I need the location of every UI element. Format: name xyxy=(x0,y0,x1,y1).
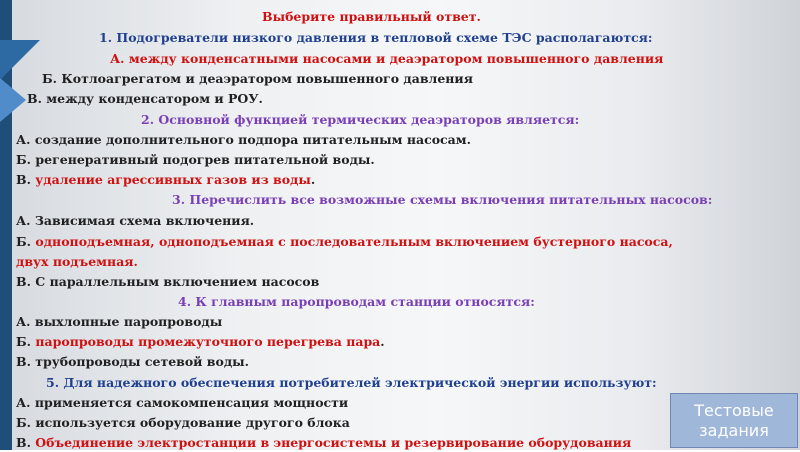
q3-answer-b-continued: двух подъемная. xyxy=(16,254,138,269)
q2-answer-b: Б. регенеративный подогрев питательной воды. xyxy=(16,152,375,167)
slide-title: Выберите правильный ответ. xyxy=(262,9,481,24)
decorative-triangle xyxy=(0,40,40,80)
q3-answer-a: А. Зависимая схема включения. xyxy=(16,213,255,228)
q3-answer-b: Б. одноподъемная, одноподъемная с последовательным включением бустерного насоса, xyxy=(16,234,673,249)
question-4: 4. К главным паропроводам станции относятся: xyxy=(178,294,535,309)
q4-answer-c: В. трубопроводы сетевой воды. xyxy=(16,354,250,369)
question-2: 2. Основной функцией термических деаэраторов является: xyxy=(141,112,580,127)
badge-line-2: задания xyxy=(699,420,769,440)
q1-answer-a: А. между конденсатными насосами и деаэратором повышенного давления xyxy=(110,51,664,66)
question-5: 5. Для надежного обеспечения потребителей электрической энергии используют: xyxy=(46,375,657,390)
q1-answer-b: Б. Котлоагрегатом и деаэратором повышенного давления xyxy=(42,71,473,86)
q2-answer-a: А. создание дополнительного подпора питательным насосам. xyxy=(16,132,471,147)
badge-line-1: Тестовые xyxy=(694,400,774,420)
q5-answer-b: Б. используется оборудование другого блока xyxy=(16,415,350,430)
q1-answer-c: В. между конденсатором и РОУ. xyxy=(27,91,263,106)
q2-answer-c: В. удаление агрессивных газов из воды. xyxy=(16,172,316,187)
q4-answer-a: А. выхлопные паропроводы xyxy=(16,314,223,329)
decorative-triangle xyxy=(0,78,26,122)
q4-answer-b: Б. паропроводы промежуточного перегрева пара. xyxy=(16,334,385,349)
question-1: 1. Подогреватели низкого давления в тепловой схеме ТЭС располагаются: xyxy=(99,30,653,45)
test-tasks-badge[interactable] xyxy=(670,393,798,448)
q5-answer-c: В. Объединение электростанции в энергосистемы и резервирование оборудования xyxy=(16,435,632,450)
q5-answer-a: А. применяется самокомпенсация мощности xyxy=(16,395,349,410)
question-3: 3. Перечислить все возможные схемы включения питательных насосов: xyxy=(172,192,713,207)
q3-answer-c: В. С параллельным включением насосов xyxy=(16,274,320,289)
